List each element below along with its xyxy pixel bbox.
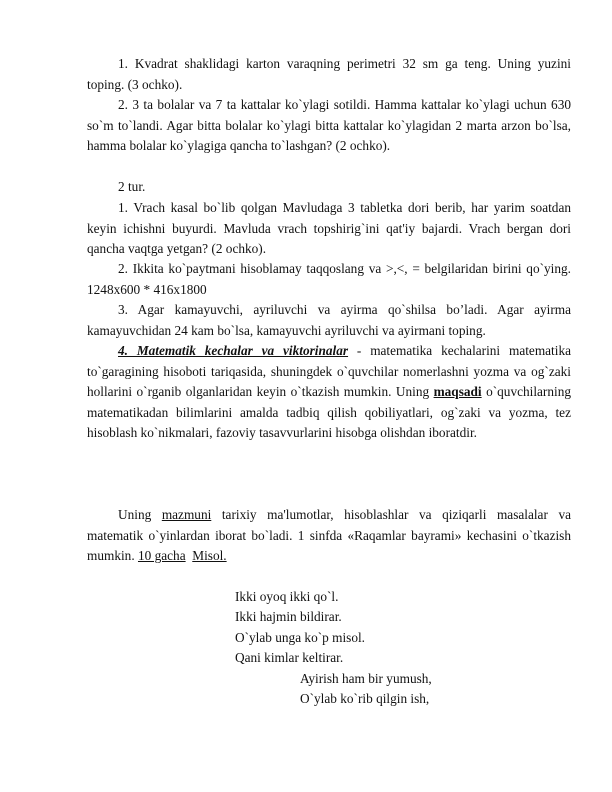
section-4-text-after: o`quvchilarning matematikadan bilimlarini amalda tadbiq qilish qobiliyatlari, og`zaki va yozma, tez hisoblash ko`nikmalari, fazoviy tasavvurlarini hisobga olishdan iboratdir. <box>87 384 571 440</box>
mazmuni-after: tarixiy ma'lumotlar, hisoblashlar va qiziqarli masalalar va matematik o`yinlardan iborat bo`ladi. 1 sinfda «Raqamlar bayrami» kechasini o`tkazish mumkin. <box>87 507 571 563</box>
poem-line-2: Ikki hajmin bildirar. <box>235 609 342 624</box>
tur2-heading: 2 tur. <box>118 179 146 194</box>
poem-line-1: Ikki oyoq ikki qo`l. <box>235 589 339 604</box>
gacha-link[interactable]: 10 gacha <box>137 548 186 563</box>
section-4-title: 4. Matematik kechalar va viktorinalar <box>118 343 349 358</box>
tur2-question-1: 1. Vrach kasal bo`lib qolgan Mavludaga 3 tabletka dori berib, har yarim soatdan keyin ichishni buyurdi. Mavluda vrach topshirig`ini qat'iy bajardi. Vrach bergan dori qancha vaqtga yetgan? (2 ochko). <box>87 200 571 256</box>
poem-line-4: Qani kimlar keltirar. <box>235 650 344 665</box>
poem-line-5: Ayirish ham bir yumush, <box>300 671 432 686</box>
poem-line-6: O`ylab ko`rib qilgin ish, <box>300 691 430 706</box>
section-4-paragraph <box>87 341 571 444</box>
mazmuni-paragraph <box>87 505 571 567</box>
misol-link[interactable]: Misol. <box>192 548 227 563</box>
tur2-question-2: 2. Ikkita ko`paytmani hisoblamay taqqoslang va >,<, = belgilaridan birini qo`ying. 1248x600 * 416x1800 <box>87 261 571 297</box>
tur2-question-3: 3. Agar kamayuvchi, ayriluvchi va ayirma qo`shilsa bo’ladi. Agar ayirma kamayuvchidan 24 kam bo`lsa, kamayuvchi ayriluvchi va ayirmani toping. <box>87 302 571 338</box>
mazmuni-link[interactable]: mazmuni <box>161 507 212 522</box>
mazmuni-before: Uning <box>118 507 162 522</box>
maqsadi-link[interactable]: maqsadi <box>433 384 482 399</box>
section-4-text-before: - matematika kechalarini matematika to`garagining hisoboti tariqasida, shuningdek o`quvchilar nomerlashni yozma va og`zaki hollarini o`rganib olganlaridan keyin o`tkazish mumkin. Uning <box>87 343 572 399</box>
poem-line-3: O`ylab unga ko`p misol. <box>235 630 365 645</box>
tur1-question-1: 1. Kvadrat shaklidagi karton varaqning perimetri 32 sm ga teng. Uning yuzini toping. (3 ochko). <box>87 56 571 92</box>
tur1-question-2: 2. 3 ta bolalar va 7 ta kattalar ko`ylagi sotildi. Hamma kattalar ko`ylagi uchun 630 so`m to`landi. Agar bitta bolalar ko`ylagi bitta kattalar ko`ylagidan 2 marta arzon bo`lsa, hamma bolalar ko`ylagiga qancha to`lashgan? (2 ochko). <box>87 97 571 153</box>
